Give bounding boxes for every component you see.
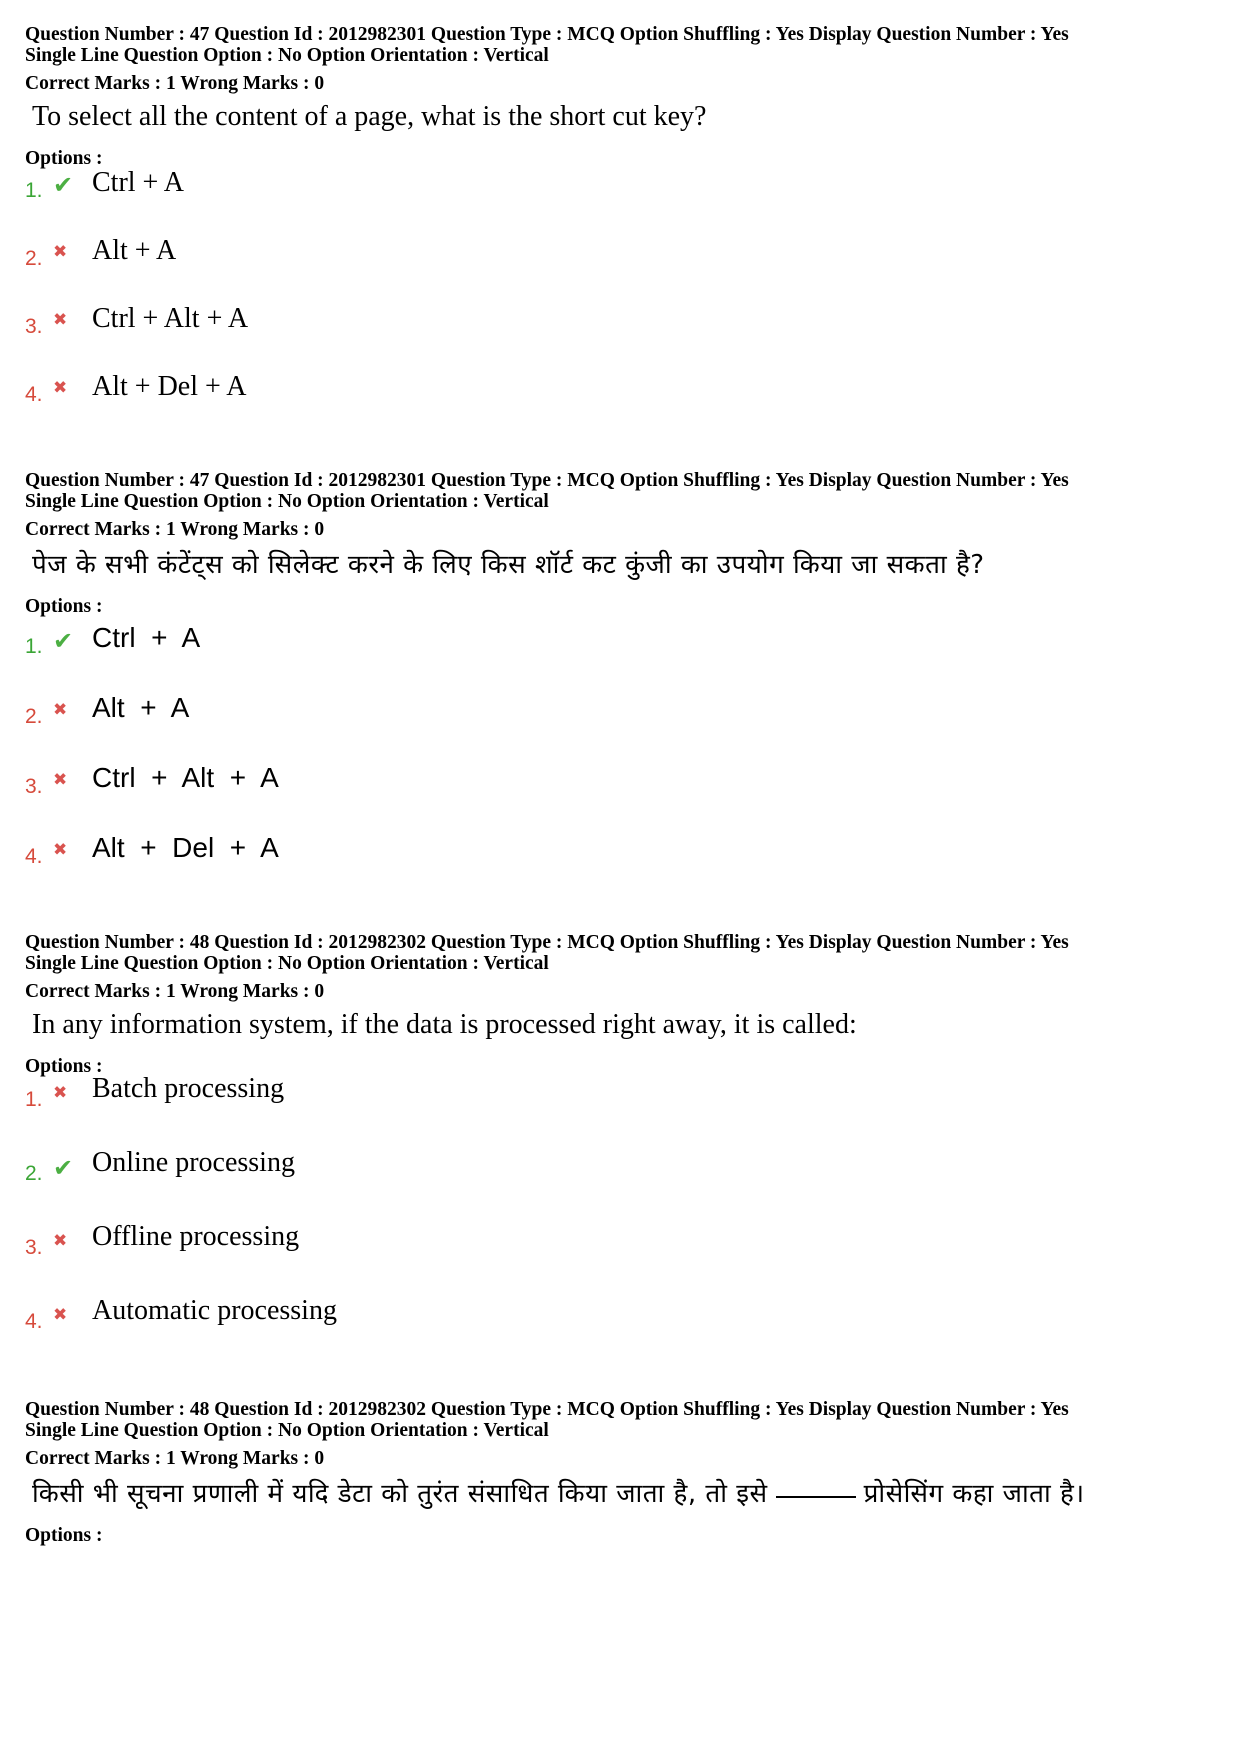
- question-marks: Correct Marks : 1 Wrong Marks : 0: [25, 1448, 325, 1469]
- option-number: 3.: [25, 775, 43, 798]
- question-meta-line1: Question Number : 48 Question Id : 2012982302 Question Type : MCQ Option Shuffling : Yes Display Question Number : Yes: [25, 932, 1069, 953]
- question-meta-line1: Question Number : 47 Question Id : 2012982301 Question Type : MCQ Option Shuffling : Yes Display Question Number : Yes: [25, 24, 1069, 45]
- cross-icon: ✖: [53, 1231, 68, 1251]
- question-text: पेज के सभी कंटेंट्स को सिलेक्ट करने के लिए किस शॉर्ट कट कुंजी का उपयोग किया जा सकता है?: [32, 550, 985, 580]
- options-label: Options :: [25, 596, 103, 617]
- question-text: In any information system, if the data is processed right away, it is called:: [32, 1009, 857, 1040]
- option-number: 3.: [25, 1236, 43, 1259]
- option-text: Offline processing: [92, 1221, 300, 1252]
- question-marks: Correct Marks : 1 Wrong Marks : 0: [25, 73, 325, 94]
- option-text: Alt + A: [92, 692, 190, 723]
- option-number: 1.: [25, 179, 43, 202]
- question-marks: Correct Marks : 1 Wrong Marks : 0: [25, 981, 325, 1002]
- option-text: Alt + A: [92, 235, 177, 266]
- option-text: Ctrl + Alt + A: [92, 303, 249, 334]
- option-number: 4.: [25, 383, 43, 406]
- option-number: 4.: [25, 1310, 43, 1333]
- fill-in-blank: [776, 1496, 856, 1498]
- question-text: To select all the content of a page, what is the short cut key?: [32, 101, 707, 132]
- option-number: 2.: [25, 705, 43, 728]
- cross-icon: ✖: [53, 700, 68, 720]
- option-text: Automatic processing: [92, 1295, 337, 1326]
- question-meta-line1: Question Number : 48 Question Id : 2012982302 Question Type : MCQ Option Shuffling : Yes Display Question Number : Yes: [25, 1399, 1069, 1420]
- question-meta-line2: Single Line Question Option : No Option Orientation : Vertical: [25, 491, 549, 512]
- option-text: Ctrl + A: [92, 622, 201, 653]
- cross-icon: ✖: [53, 242, 68, 262]
- option-number: 3.: [25, 315, 43, 338]
- question-text-part1: किसी भी सूचना प्रणाली में यदि डेटा को तुरंत संसाधित किया जाता है, तो इसे: [32, 1479, 768, 1509]
- question-meta-line2: Single Line Question Option : No Option Orientation : Vertical: [25, 1420, 549, 1441]
- cross-icon: ✖: [53, 840, 68, 860]
- check-icon: ✔: [53, 627, 74, 655]
- question-block: [25, 470, 1225, 617]
- check-icon: ✔: [53, 171, 74, 199]
- option-text: Ctrl + A: [92, 167, 185, 198]
- question-text-part2: प्रोसेसिंग कहा जाता है।: [863, 1479, 1085, 1509]
- option-number: 4.: [25, 845, 43, 868]
- option-number: 1.: [25, 1088, 43, 1111]
- question-block: [25, 1399, 1225, 1546]
- option-text: Batch processing: [92, 1073, 285, 1104]
- option-number: 2.: [25, 1162, 43, 1185]
- option-text: Alt + Del + A: [92, 371, 247, 402]
- question-block: [25, 932, 1225, 1077]
- question-meta-line2: Single Line Question Option : No Option Orientation : Vertical: [25, 45, 549, 66]
- question-block: [25, 24, 1225, 169]
- question-meta-line1: Question Number : 47 Question Id : 2012982301 Question Type : MCQ Option Shuffling : Yes Display Question Number : Yes: [25, 470, 1069, 491]
- options-label: Options :: [25, 148, 103, 169]
- cross-icon: ✖: [53, 1083, 68, 1103]
- option-number: 2.: [25, 247, 43, 270]
- check-icon: ✔: [53, 1154, 74, 1182]
- option-number: 1.: [25, 635, 43, 658]
- question-marks: Correct Marks : 1 Wrong Marks : 0: [25, 519, 325, 540]
- option-text: Alt + Del + A: [92, 832, 279, 863]
- cross-icon: ✖: [53, 310, 68, 330]
- cross-icon: ✖: [53, 378, 68, 398]
- options-label: Options :: [25, 1056, 103, 1077]
- question-text: [32, 1477, 1225, 1511]
- option-text: Online processing: [92, 1147, 295, 1178]
- question-meta-line2: Single Line Question Option : No Option Orientation : Vertical: [25, 953, 549, 974]
- cross-icon: ✖: [53, 770, 68, 790]
- cross-icon: ✖: [53, 1305, 68, 1325]
- options-label: Options :: [25, 1525, 103, 1546]
- option-text: Ctrl + Alt + A: [92, 762, 279, 793]
